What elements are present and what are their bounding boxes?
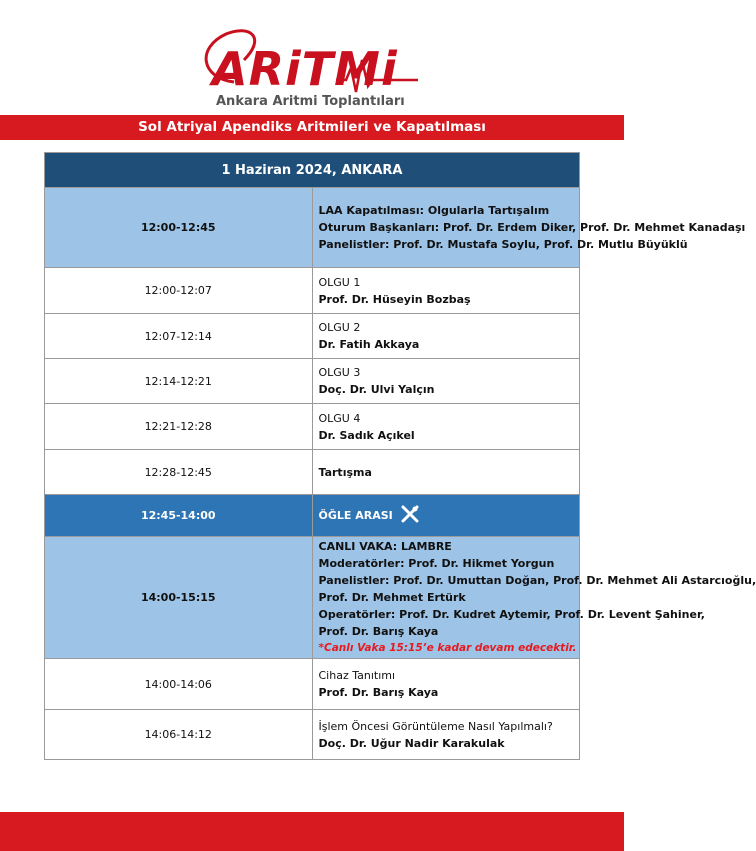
footer-band (0, 812, 624, 851)
talk-title: OLGU 2 (318, 321, 361, 334)
schedule-table (44, 152, 756, 760)
row-time: 12:28-12:45 (45, 450, 313, 495)
talk-speaker: Doç. Dr. Ulvi Yalçın (318, 383, 435, 396)
talk-speaker: Prof. Dr. Hüseyin Bozbaş (318, 292, 471, 306)
table-row (45, 314, 580, 359)
session-title: LAA Kapatılması: Olgularla Tartışalım (318, 204, 550, 217)
talk-speaker: Dr. Sadık Açıkel (318, 428, 415, 442)
logo-subtitle: Ankara Aritmi Toplantıları (216, 94, 405, 109)
session-row (45, 188, 580, 268)
live-case-panelists-cont: Prof. Dr. Mehmet Ertürk (318, 591, 466, 604)
live-case-title: CANLI VAKA: LAMBRE (318, 540, 452, 553)
schedule-date-header: 1 Haziran 2024, ANKARA (45, 153, 580, 188)
row-time: 14:06-14:12 (45, 710, 313, 760)
table-row (45, 359, 580, 404)
aritmi-logo (196, 20, 426, 116)
live-case-row (45, 537, 580, 659)
table-row (45, 268, 580, 314)
row-time: 12:07-12:14 (45, 314, 313, 359)
table-row (45, 404, 580, 450)
talk-title: OLGU 4 (318, 411, 361, 425)
lunch-break-row (45, 495, 580, 537)
row-time: 12:21-12:28 (45, 404, 313, 450)
talk-speaker: Doç. Dr. Uğur Nadir Karakulak (318, 736, 505, 750)
session-panelists: Panelistler: Prof. Dr. Mustafa Soylu, Prof. Dr. Mutlu Büyüklü (318, 238, 688, 251)
live-case-panelists: Panelistler: Prof. Dr. Umuttan Doğan, Prof. Dr. Mehmet Ali Astarcıoğlu, (318, 574, 756, 587)
row-time: 14:00-14:06 (45, 659, 313, 710)
row-content (312, 188, 746, 268)
live-case-moderators: Moderatörler: Prof. Dr. Hikmet Yorgun (318, 557, 555, 570)
row-content (312, 359, 580, 404)
cutlery-cross-icon (401, 505, 419, 526)
program-title-banner: Sol Atriyal Apendiks Aritmileri ve Kapatılması (0, 115, 624, 140)
talk-title: Cihaz Tanıtımı (318, 669, 396, 682)
row-content (312, 659, 580, 710)
live-case-operators: Operatörler: Prof. Dr. Kudret Aytemir, Prof. Dr. Levent Şahiner, (318, 608, 705, 621)
row-time: 12:45-14:00 (45, 495, 313, 537)
talk-speaker: Dr. Fatih Akkaya (318, 338, 420, 351)
row-content (312, 268, 580, 314)
row-content (312, 314, 580, 359)
row-time: 12:14-12:21 (45, 359, 313, 404)
session-chairs: Oturum Başkanları: Prof. Dr. Erdem Diker, Prof. Dr. Mehmet Kanadaşı (318, 221, 746, 234)
row-content (312, 710, 580, 760)
talk-title: İşlem Öncesi Görüntüleme Nasıl Yapılmalı? (318, 719, 553, 733)
live-case-note: *Canlı Vaka 15:15’e kadar devam edecektir. (318, 642, 577, 654)
row-time: 12:00-12:45 (45, 188, 313, 268)
discussion-label: Tartışma (318, 465, 372, 479)
row-time: 12:00-12:07 (45, 268, 313, 314)
talk-title: OLGU 3 (318, 366, 361, 379)
table-row (45, 659, 580, 710)
row-content (312, 495, 580, 537)
row-content (312, 537, 756, 659)
row-content (312, 450, 580, 495)
schedule-header-row (45, 153, 580, 188)
talk-speaker: Prof. Dr. Barış Kaya (318, 686, 439, 699)
table-row (45, 450, 580, 495)
row-content (312, 404, 580, 450)
break-label: ÖĞLE ARASI (318, 509, 393, 522)
logo-wordmark: ARiTMi (212, 42, 398, 96)
table-row (45, 710, 580, 760)
talk-title: OLGU 1 (318, 275, 361, 289)
row-time: 14:00-15:15 (45, 537, 313, 659)
live-case-operators-cont: Prof. Dr. Barış Kaya (318, 625, 439, 638)
